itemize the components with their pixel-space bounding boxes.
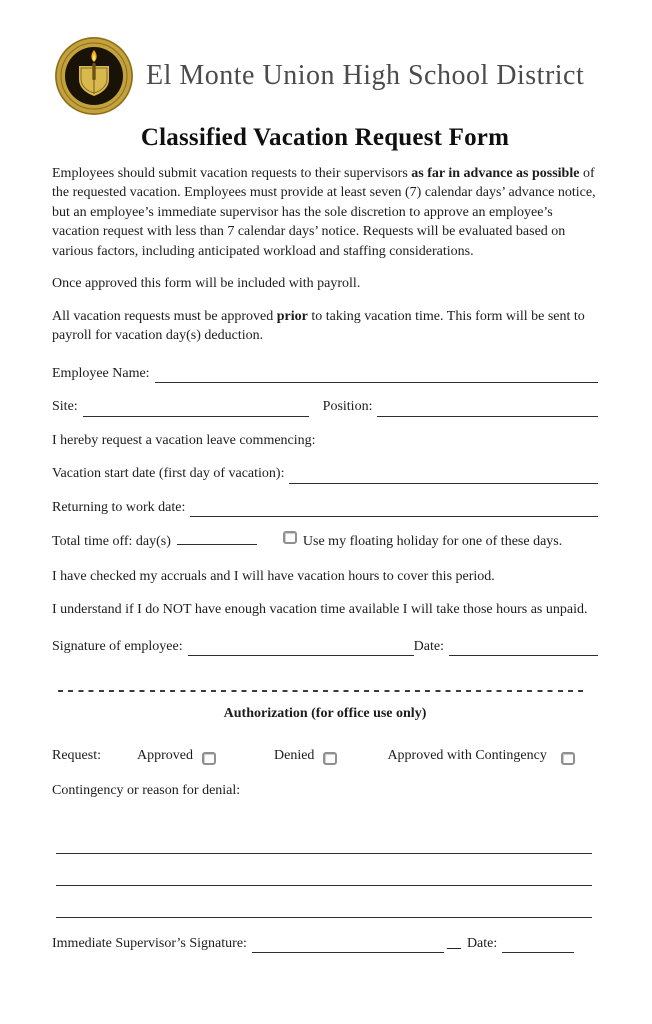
employee-name-row	[52, 364, 598, 384]
district-seal-svg	[54, 36, 134, 116]
intro-paragraph-1	[52, 164, 598, 262]
approved-checkbox[interactable]	[202, 752, 216, 765]
intro-p3-bold: prior	[276, 308, 308, 324]
supervisor-signature-label: Immediate Supervisor’s Signature:	[52, 935, 247, 951]
intro-p1-text-1: Employees should submit vacation requests to their supervisors	[52, 165, 412, 181]
employee-name-input-line[interactable]	[155, 368, 598, 383]
intro-paragraph-2: Once approved this form will be included with payroll.	[52, 276, 361, 291]
reason-input-line-2[interactable]	[56, 854, 592, 886]
denied-checkbox[interactable]	[323, 752, 337, 765]
district-seal-icon	[54, 36, 134, 116]
start-date-label: Vacation start date (first day of vacation):	[52, 466, 285, 481]
supervisor-signature-input-line[interactable]	[252, 938, 444, 953]
intro-p1-bold: as far in advance as possible	[411, 165, 580, 181]
form-title: Classified Vacation Request Form	[140, 124, 510, 151]
supervisor-signature-row	[52, 934, 598, 954]
supervisor-date-input-line[interactable]	[502, 938, 574, 953]
reason-input-line-1[interactable]	[56, 814, 592, 854]
request-status-row	[52, 746, 598, 766]
total-time-label: Total time off: day(s)	[52, 534, 171, 549]
intro-paragraph-3	[52, 307, 598, 346]
accruals-text: I have checked my accruals and I will have vacation hours to cover this period.	[52, 568, 495, 584]
intro-p3-text-2: to taking vacation time. This form will be sent to payroll for vacation day(s) deduction.	[52, 308, 585, 343]
employee-signature-input-line[interactable]	[188, 641, 414, 656]
authorization-heading: Authorization (for office use only)	[223, 706, 427, 721]
dashed-divider	[58, 690, 584, 692]
position-input-line[interactable]	[377, 402, 598, 417]
employee-date-input-line[interactable]	[449, 641, 598, 656]
employee-signature-row	[52, 637, 598, 657]
district-name: El Monte Union High School District	[146, 60, 585, 92]
site-input-line[interactable]	[83, 402, 309, 417]
approved-with-contingency-checkbox[interactable]	[561, 752, 575, 765]
site-label: Site:	[52, 399, 78, 414]
intro-p1-text-2: of the requested vacation. Employees must provide at least seven (7) calendar days’ advance notice, but an employee’s immediate supervisor has the sole discretion to approve an employee’s vacation request with less than 7 calendar days’ notice. Requests will be evaluated based on various factors, including anticipated workload and staffing considerations.	[52, 165, 596, 259]
site-position-row	[52, 397, 598, 417]
return-date-label: Returning to work date:	[52, 499, 186, 515]
position-label: Position:	[322, 399, 373, 414]
employee-date-label: Date:	[413, 638, 444, 654]
reason-input-line-3[interactable]	[56, 886, 592, 918]
approved-with-contingency-label: Approved with Contingency	[387, 747, 547, 763]
floating-holiday-label: Use my floating holiday for one of these days.	[302, 534, 563, 549]
start-date-input-line[interactable]	[289, 469, 598, 484]
request-label: Request:	[52, 747, 101, 763]
employee-name-label: Employee Name:	[52, 365, 150, 381]
employee-signature-label: Signature of employee:	[52, 638, 183, 654]
intro-p3-text-1: All vacation requests must be approved	[52, 308, 277, 324]
underscore-mark: __	[446, 935, 461, 951]
return-date-row	[52, 498, 598, 518]
denied-label: Denied	[274, 747, 315, 763]
unpaid-text: I understand if I do NOT have enough vacation time available I will take those hours as unpaid.	[52, 602, 588, 617]
commencing-text: I hereby request a vacation leave commencing:	[52, 432, 316, 448]
total-time-row	[52, 531, 598, 552]
start-date-row	[52, 464, 598, 484]
form-header	[54, 36, 598, 116]
approved-label: Approved	[137, 747, 193, 763]
floating-holiday-checkbox[interactable]	[283, 531, 297, 544]
reason-label: Contingency or reason for denial:	[52, 783, 241, 798]
return-date-input-line[interactable]	[190, 502, 598, 517]
supervisor-date-label: Date:	[466, 935, 498, 951]
total-days-input-line[interactable]	[177, 534, 257, 545]
